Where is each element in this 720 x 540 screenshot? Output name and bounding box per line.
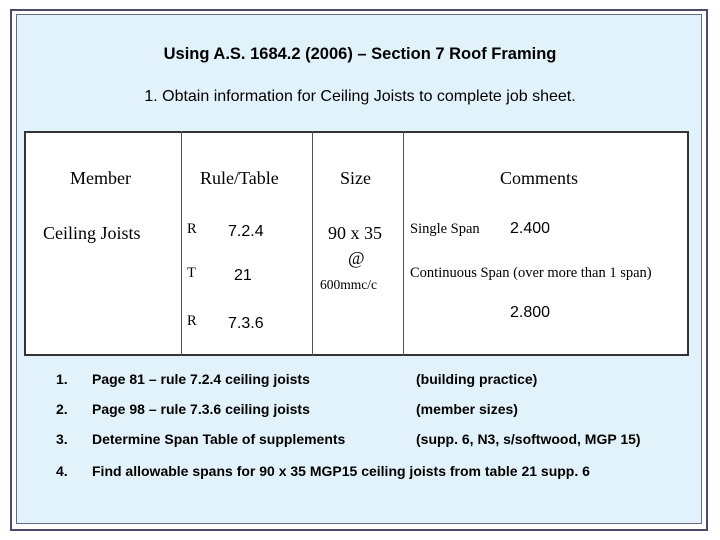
note-number: 4. <box>56 463 68 479</box>
column-divider <box>403 131 404 356</box>
continuous-span-text <box>410 265 652 282</box>
note-number: 2. <box>56 401 68 417</box>
table-letter: T <box>187 265 196 281</box>
note-detail: (member sizes) <box>416 401 518 417</box>
note-detail: (building practice) <box>416 371 538 387</box>
size-spacing: 600mmc/c <box>320 277 377 292</box>
note-number: 3. <box>56 431 68 447</box>
header-comments: Comments <box>500 168 579 188</box>
header-member: Member <box>70 168 131 188</box>
continuous-span-value: 2.800 <box>510 304 551 321</box>
header-rule-table: Rule/Table <box>200 168 279 188</box>
column-divider <box>181 131 182 356</box>
note-text: Find allowable spans for 90 x 35 MGP15 ceiling joists from table 21 supp. 6 <box>92 463 590 479</box>
rule-letter: R <box>187 221 197 237</box>
page-title: Using A.S. 1684.2 (2006) – Section 7 Roof Framing <box>163 45 557 63</box>
member-name: Ceiling Joists <box>43 223 141 243</box>
column-divider <box>312 131 313 356</box>
table-value: 21 <box>234 267 252 284</box>
continuous-span-label: Continuous Span <box>410 265 510 281</box>
rule-value: 7.3.6 <box>228 315 264 332</box>
header-size: Size <box>340 168 371 188</box>
rule-value: 7.2.4 <box>228 223 264 240</box>
single-span-label: Single Span <box>410 221 480 237</box>
note-text: Page 98 – rule 7.3.6 ceiling joists <box>92 401 310 417</box>
note-text: Page 81 – rule 7.2.4 ceiling joists <box>92 371 310 387</box>
note-number: 1. <box>56 371 68 387</box>
note-detail: (supp. 6, N3, s/softwood, MGP 15) <box>416 431 641 447</box>
rule-letter: R <box>187 313 197 329</box>
size-at-symbol: @ <box>348 248 365 268</box>
single-span-value: 2.400 <box>510 220 551 237</box>
continuous-span-note: (over more than 1 span) <box>513 265 652 281</box>
page-subtitle: 1. Obtain information for Ceiling Joists to complete job sheet. <box>144 88 576 105</box>
size-dimensions: 90 x 35 <box>328 223 382 243</box>
note-text: Determine Span Table of supplements <box>92 431 346 447</box>
